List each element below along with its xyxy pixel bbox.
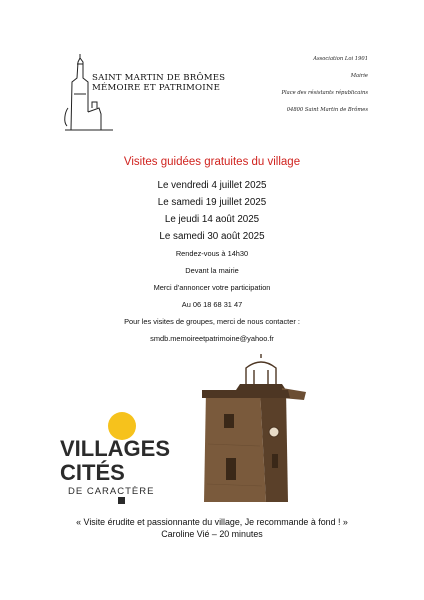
press-quote bbox=[0, 516, 424, 540]
villages-word: VILLAGES bbox=[60, 436, 171, 461]
quote-text: « Visite érudite et passionnante du village, Je recommande à fond ! » bbox=[76, 517, 348, 527]
clock-tower-icon bbox=[202, 354, 312, 504]
announce-text: Merci d'annoncer votre participation bbox=[153, 283, 271, 292]
brand-line-2: MÉMOIRE ET PATRIMOINE bbox=[92, 83, 221, 93]
meeting-place: Devant la mairie bbox=[185, 266, 239, 275]
contact-email[interactable]: smdb.memoireetpatrimoine@yahoo.fr bbox=[150, 334, 274, 343]
address-line-1: Association Loi 1901 bbox=[313, 56, 368, 62]
association-brand bbox=[92, 73, 225, 93]
association-logo-icon bbox=[55, 52, 115, 134]
address-line-4: 04800 Saint Martin de Brômes bbox=[286, 107, 368, 113]
de-caractere-word: DE CARACTÈRE bbox=[68, 486, 155, 497]
quote-author: Caroline Vié – 20 minutes bbox=[161, 529, 263, 539]
address-line-3: Place des résistants républicains bbox=[281, 90, 368, 96]
event-details bbox=[0, 155, 424, 347]
event-date-1: Le vendredi 4 juillet 2025 bbox=[157, 180, 267, 191]
address-line-2: Mairie bbox=[350, 73, 368, 79]
groups-text: Pour les visites de groupes, merci de nous contacter : bbox=[124, 317, 300, 326]
cites-word: CITÉS bbox=[60, 460, 125, 485]
association-address bbox=[281, 55, 368, 123]
villages-cites-logo-icon bbox=[58, 410, 188, 504]
event-title: Visites guidées gratuites du village bbox=[123, 156, 301, 168]
event-date-2: Le samedi 19 juillet 2025 bbox=[157, 197, 267, 208]
phone-number: Au 06 18 68 31 47 bbox=[181, 300, 243, 309]
meeting-time: Rendez-vous à 14h30 bbox=[175, 249, 249, 258]
brand-line-1: SAINT MARTIN DE BRÔMES bbox=[92, 73, 226, 83]
event-date-4: Le samedi 30 août 2025 bbox=[159, 231, 265, 242]
event-date-3: Le jeudi 14 août 2025 bbox=[164, 214, 260, 225]
